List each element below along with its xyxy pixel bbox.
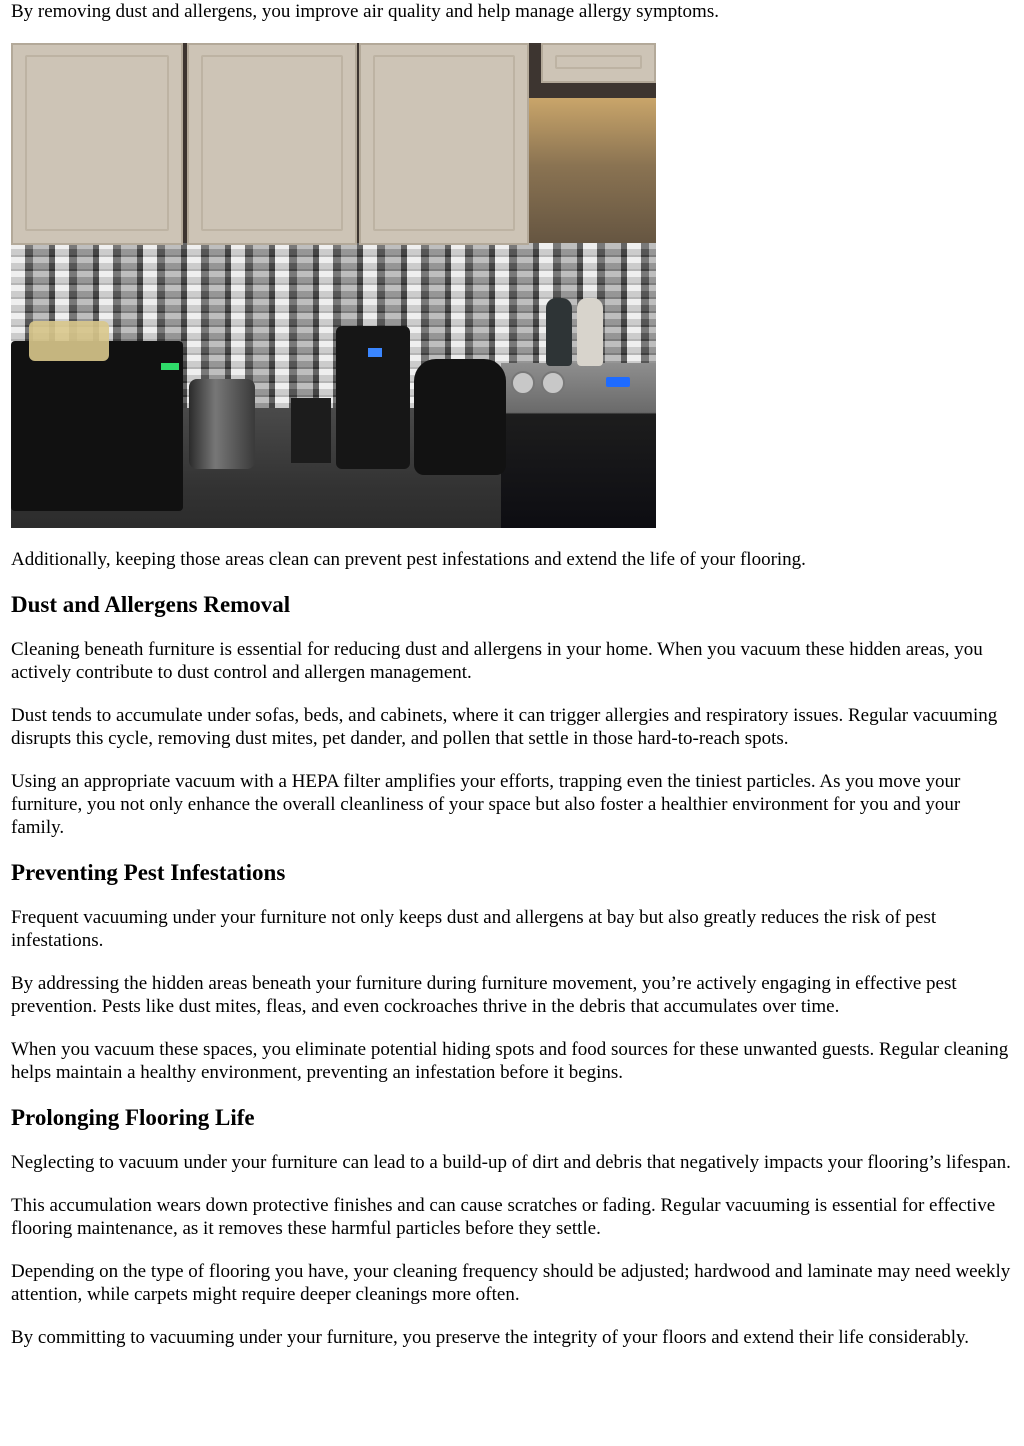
- photo-food-container: [29, 321, 109, 361]
- photo-air-fryer: [414, 359, 506, 475]
- photo-toaster: [189, 379, 255, 469]
- body-paragraph: Using an appropriate vacuum with a HEPA filter amplifies your efforts, trapping even the tiniest particles. As you move your furniture, you not only enhance the overall cleanliness of your space but also foster a healthier environment for you and your family.: [11, 771, 961, 838]
- section-heading: Prolonging Flooring Life: [11, 1105, 255, 1130]
- photo-microwave: [11, 341, 183, 511]
- photo-stove-knob: [541, 371, 565, 395]
- photo-knife-block: [291, 398, 331, 463]
- body-paragraph: This accumulation wears down protective finishes and can cause scratches or fading. Regular vacuuming is essential for effective flooring maintenance, as it removes these harmful particles before they settle.: [11, 1195, 996, 1239]
- photo-microwave-display: [161, 363, 179, 370]
- body-paragraph: By addressing the hidden areas beneath your furniture during furniture movement, you’re actively engaging in effective pest prevention. Pests like dust mites, fleas, and even cockroaches thrive in the debris that accumulates over time.: [11, 973, 957, 1017]
- body-paragraph: Neglecting to vacuum under your furniture can lead to a build-up of dirt and debris that negatively impacts your flooring’s lifespan.: [11, 1152, 1011, 1173]
- photo-cabinet-door: [187, 43, 357, 245]
- photo-cabinet-door: [541, 43, 656, 83]
- body-paragraph: When you vacuum these spaces, you eliminate potential hiding spots and food sources for these unwanted guests. Regular cleaning helps maintain a healthy environment, preventing an infestation before it begins.: [11, 1039, 1009, 1083]
- kitchen-counter-photo: [11, 43, 656, 528]
- intro-paragraph: By removing dust and allergens, you improve air quality and help manage allergy symptoms.: [11, 1, 719, 22]
- photo-grinder: [546, 298, 572, 366]
- body-paragraph: Dust tends to accumulate under sofas, beds, and cabinets, where it can trigger allergies and respiratory issues. Regular vacuuming disrupts this cycle, removing dust mites, pet dander, and pollen that settle in those hard-to-reach spots.: [11, 705, 998, 749]
- after-photo-paragraph: Additionally, keeping those areas clean can prevent pest infestations and extend the life of your flooring.: [11, 549, 806, 570]
- photo-stove-display: [606, 377, 630, 387]
- photo-stove-knob: [511, 371, 535, 395]
- section-heading: Preventing Pest Infestations: [11, 860, 286, 885]
- photo-grinder: [577, 298, 603, 366]
- body-paragraph: By committing to vacuuming under your furniture, you preserve the integrity of your floors and extend their life considerably.: [11, 1327, 970, 1348]
- photo-cabinet-door: [359, 43, 529, 245]
- body-paragraph: Depending on the type of flooring you have, your cleaning frequency should be adjusted; hardwood and laminate may need weekly attention, while carpets might require deeper cleanings more often.: [11, 1261, 1011, 1305]
- photo-cabinet-door: [11, 43, 183, 245]
- body-paragraph: Frequent vacuuming under your furniture not only keeps dust and allergens at bay but also greatly reduces the risk of pest infestations.: [11, 907, 937, 951]
- section-heading: Dust and Allergens Removal: [11, 592, 291, 617]
- photo-coffee-display: [368, 348, 382, 357]
- body-paragraph: Cleaning beneath furniture is essential for reducing dust and allergens in your home. When you vacuum these hidden areas, you actively contribute to dust control and allergen management.: [11, 639, 983, 683]
